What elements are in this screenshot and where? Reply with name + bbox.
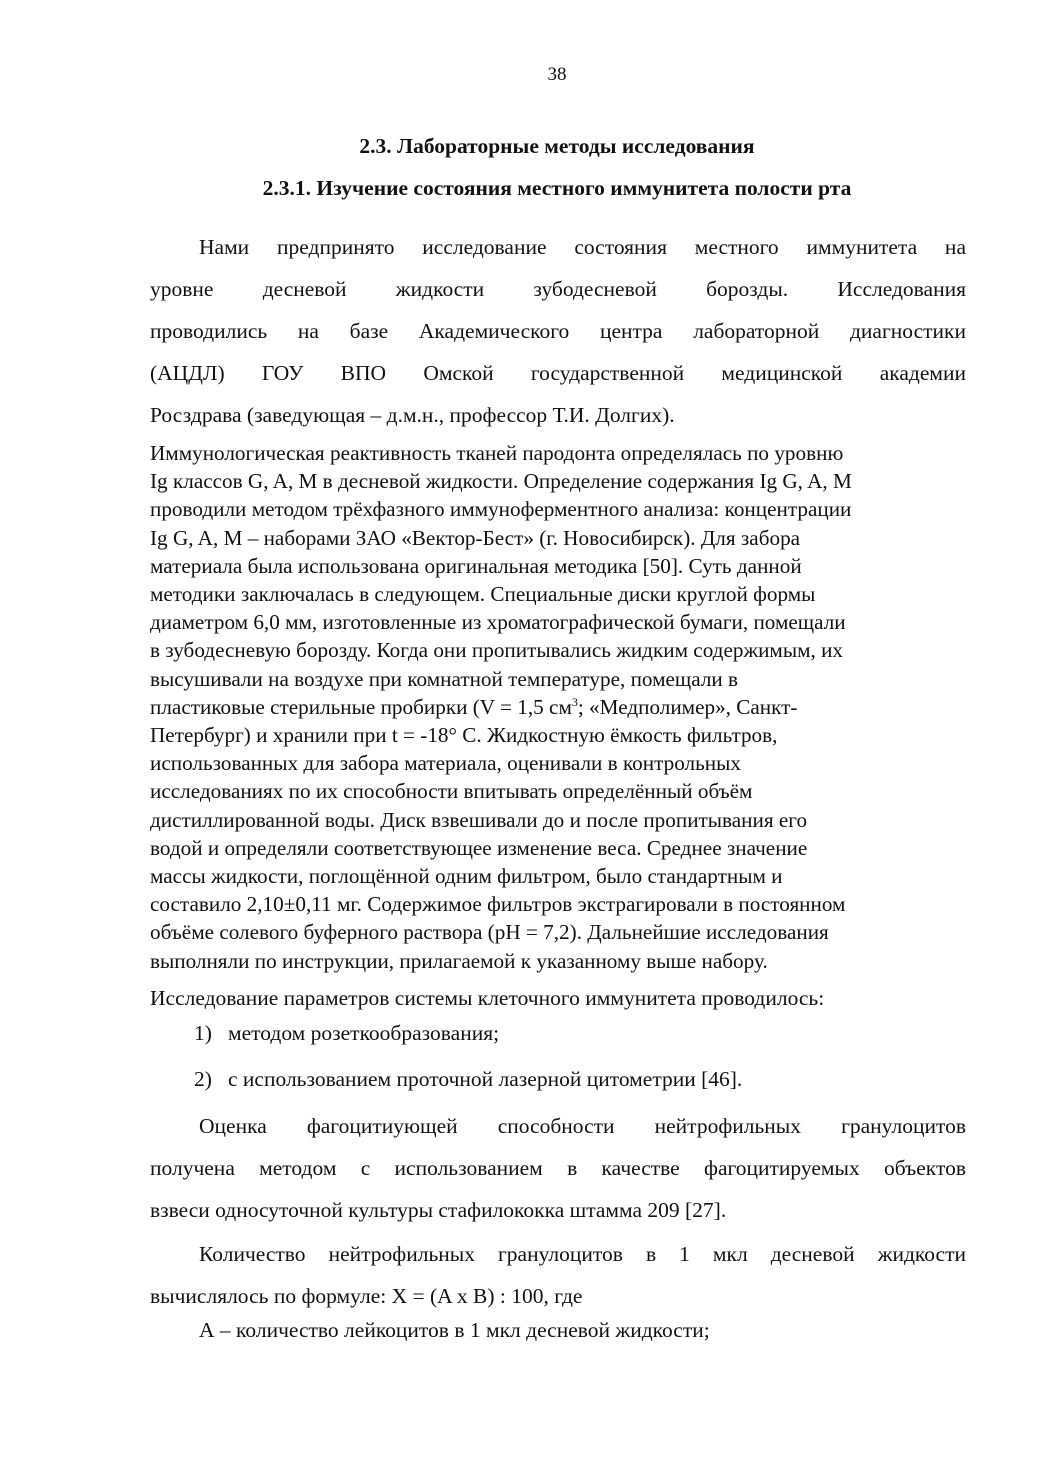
- list-item: [194, 1021, 499, 1046]
- paragraph-line: Ig G, A, M – наборами ЗАО «Вектор-Бест» (г. Новосибирск). Для забора: [150, 525, 801, 550]
- paragraph-line: Исследование параметров системы клеточного иммунитета проводилось:: [150, 986, 825, 1010]
- volume-line-after: ; «Медполимер», Санкт-: [577, 694, 798, 719]
- paragraph-line: Петербург) и хранили при t = -18° С. Жидкостную ёмкость фильтров,: [150, 723, 778, 748]
- page-number: 38: [547, 64, 567, 85]
- paragraph-line: высушивали на воздухе при комнатной температуре, помещали в: [150, 666, 739, 691]
- list-item: [194, 1067, 742, 1092]
- list-item-text: методом розеткообразования;: [228, 1021, 500, 1045]
- paragraph-line: (АЦДЛ) ГОУ ВПО Омской государственной медицинской академии: [150, 361, 966, 385]
- paragraph-line: Ig классов G, A, M в десневой жидкости. Определение содержания Ig G, A, M: [150, 469, 852, 494]
- paragraph-line: Росздрава (заведующая – д.м.н., профессор Т.И. Долгих).: [150, 403, 675, 427]
- paragraph-line: дистиллированной воды. Диск взвешивали до и после пропитывания его: [150, 807, 808, 832]
- paragraph-line: проводились на базе Академического центра лабораторной диагностики: [150, 319, 966, 343]
- neutrophil-paragraph: [150, 1233, 966, 1317]
- list-item-number: 2): [194, 1067, 212, 1091]
- paragraph-line: Нами предпринято исследование состояния местного иммунитета на: [199, 235, 966, 259]
- paragraph-line: Количество нейтрофильных гранулоцитов в 1 мкл десневой жидкости: [199, 1242, 966, 1266]
- paragraph-line: методики заключалась в следующем. Специальные диски круглой формы: [150, 582, 816, 607]
- volume-line: [150, 693, 966, 721]
- paragraph-line: взвеси односуточной культуры стафилококка штамма 209 [27].: [150, 1198, 727, 1222]
- paragraph-line: водой и определяли соответствующее изменение веса. Среднее значение: [150, 835, 808, 860]
- paragraph-line: диаметром 6,0 мм, изготовленные из хроматографической бумаги, помещали: [150, 610, 846, 635]
- formula-definition-a: А – количество лейкоцитов в 1 мкл десневой жидкости;: [199, 1318, 710, 1342]
- paragraph-line: вычислялось по формуле: X = (A x B) : 100, где: [150, 1284, 583, 1308]
- paragraph-line: получена методом с использованием в качестве фагоцитируемых объектов: [150, 1156, 966, 1180]
- paragraph-line: исследованиях по их способности впитывать определённый объём: [150, 779, 753, 804]
- cubic-superscript: 3: [571, 694, 578, 709]
- paragraph-line: массы жидкости, поглощённой одним фильтром, было стандартным и: [150, 864, 783, 889]
- paragraph-line: объёме солевого буферного раствора (pH = 7,2). Дальнейшие исследования: [150, 920, 829, 945]
- paragraph-line: выполняли по инструкции, прилагаемой к указанному выше набору.: [150, 948, 768, 973]
- paragraph-line: Оценка фагоцитиующей способности нейтрофильных гранулоцитов: [199, 1114, 966, 1138]
- paragraph-line: проводили методом трёхфазного иммуноферментного анализа: концентрации: [150, 497, 852, 522]
- subsection-heading: 2.3.1. Изучение состояния местного иммунитета полости рта: [262, 176, 852, 200]
- paragraph-line: Иммунологическая реактивность тканей пародонта определялась по уровню: [150, 441, 844, 465]
- paragraph-line: в зубодесневую борозду. Когда они пропитывались жидким содержимым, их: [150, 638, 844, 663]
- paragraph-line: уровне десневой жидкости зубодесневой борозды. Исследования: [150, 277, 966, 301]
- phagocytosis-paragraph: [150, 1105, 966, 1231]
- list-item-text: с использованием проточной лазерной цитометрии [46].: [228, 1067, 743, 1091]
- paragraph-line: материала была использована оригинальная методика [50]. Суть данной: [150, 553, 802, 578]
- section-heading: 2.3. Лабораторные методы исследования: [359, 134, 755, 158]
- immunology-paragraph: [150, 439, 966, 975]
- cellular-immunity-intro: [150, 984, 966, 1012]
- paragraph-line: составило 2,10±0,11 мг. Содержимое фильтров экстрагировали в постоянном: [150, 892, 846, 917]
- intro-paragraph: [150, 226, 966, 436]
- list-item-number: 1): [194, 1021, 212, 1045]
- paragraph-line: использованных для забора материала, оценивали в контрольных: [150, 751, 741, 776]
- volume-line-before: пластиковые стерильные пробирки (V = 1,5 см: [150, 694, 572, 719]
